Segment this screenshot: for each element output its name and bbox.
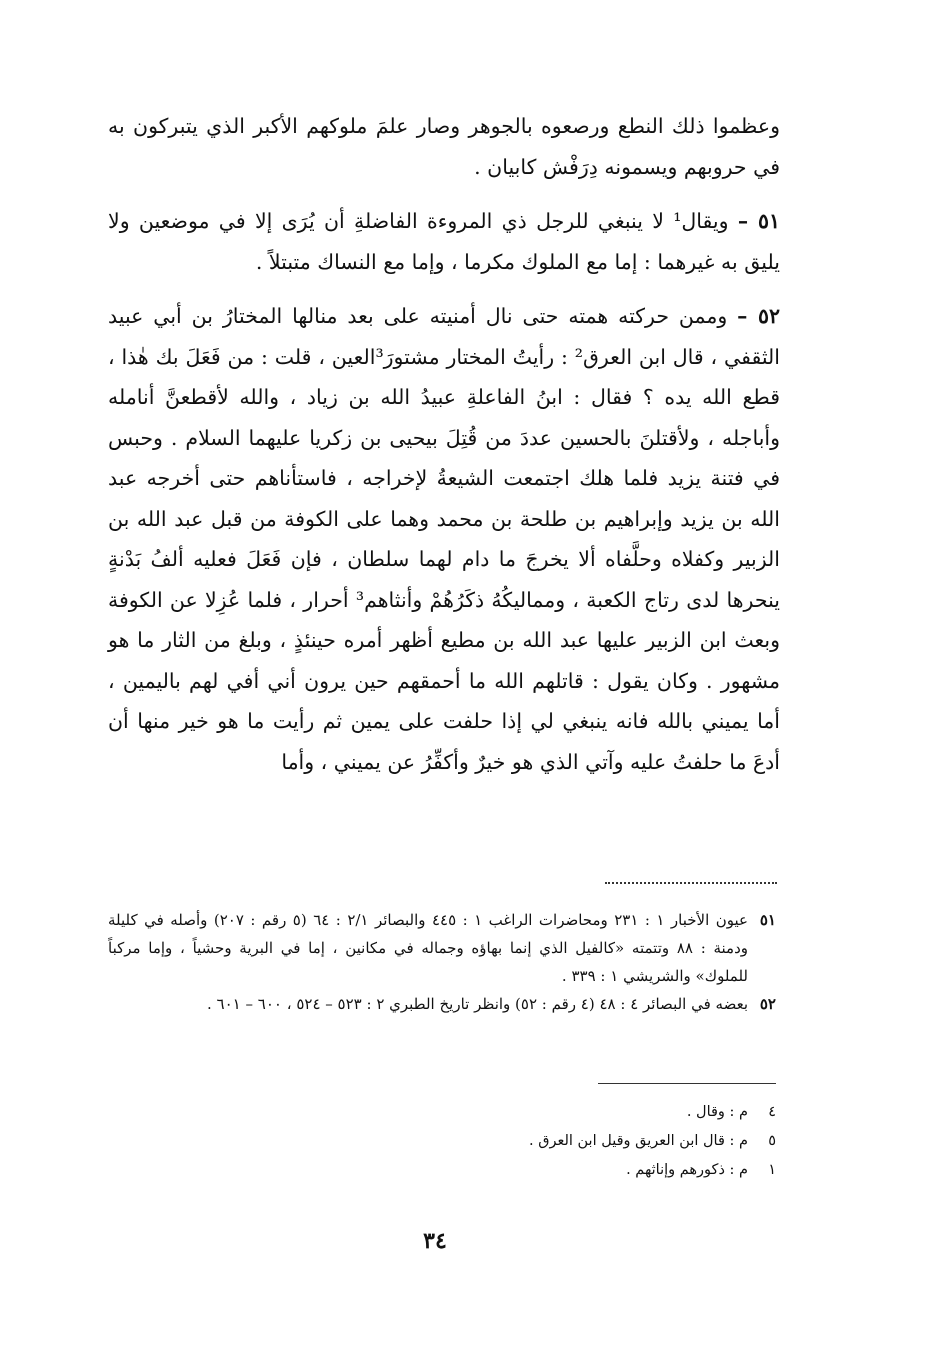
variant-number: ٤: [768, 1104, 776, 1120]
variant-text: م : ذكورهم وإناثهم .: [626, 1162, 748, 1178]
variant-note: [400, 1098, 776, 1127]
footnote-text: بعضه في البصائر ٤ : ٤٨ (٤ رقم : ٥٢) وانظر تاريخ الطبري ٢ : ٥٢٣ – ٥٢٤ ، ٦٠٠ – ٦٠١ .: [207, 995, 748, 1013]
paragraph-text: وممن حركته همته حتى نال أمنيته على بعد منالها المختارُ بن أبي عبيد الثقفي ، قال ابن العرق² : رأيتُ المختار مشتورَ³العين ، قلت : من فَعَلَ بك هٰذا ، قطع الله يده ؟ فقال : ابنُ الفاعلةِ عبيدُ الله بن زياد ، والله لأقطعنَّ أنامله وأباجله ، ولأقتلنَ بالحسين عددَ من قُتِلَ بيحيى بن زكريا عليهما السلام . وحبس في فتنة يزيد فلما هلك اجتمعت الشيعةُ لإخراجه ، فاستأناهم حتى أخرجه عبد الله بن يزيد وإبراهيم بن طلحة بن محمد وهما على الكوفة من قبل عبد الله بن الزبير وكفلاه وحلَّفاه ألا يخرجَ ما دام لهما سلطان ، فإن فَعَلَ فعليه ألفُ بَدْنةٍ ينحرها لدى رتاج الكعبة ، ومماليكُهُ ذكَرُهُمْ وأنثاهم³ أحرار ، فلما عُزِلا عن الكوفة وبعث ابن الزبير عليها عبد الله بن مطيع أظهر أمره حينئذٍ ، وبلغ من الثار ما هو مشهور . وكان يقول : قاتلهم الله ما أحمقهم حين يرون أني أفي لهم باليمين ، أما يميني بالله فانه ينبغي لي إذا حلفت على يمين ثم رأيت ما هو خير منها أن أدعَ ما حلفتُ عليه وآتي الذي هو خيرٌ وأكفِّرُ عن يميني ، وأما: [108, 304, 780, 774]
manuscript-variants: [400, 1098, 776, 1185]
variant-number: ١: [768, 1162, 776, 1178]
main-text: [108, 106, 780, 782]
variant-text: م : قال ابن العريق وقيل ابن العرق .: [529, 1133, 748, 1149]
footnote-number: ٥٢: [759, 995, 776, 1013]
paragraph-number: ٥٢ –: [737, 304, 780, 328]
footnote-text: عيون الأخبار ١ : ٢٣١ ومحاضرات الراغب ١ : ٤٤٥ والبصائر ٢/١ : ٦٤ (٥ رقم : ٢٠٧) وأصله في كليلة ودمنة : ٨٨ وتتمته «كالفيل الذي إنما بهاؤه وجماله في مكانين ، إما في البرية وحشياً ، وإما مركباً للملوك» والشريشي ١ : ٣٣٩ .: [108, 911, 748, 985]
variant-note: [400, 1127, 776, 1156]
paragraph-text: ويقال¹ لا ينبغي للرجل ذي المروءة الفاضلةِ أن يُرَى إلا في موضعين ولا يليق به غيرهما : إما مع الملوك مكرما ، وإما مع النساك متبتلاً .: [108, 209, 780, 274]
variant-note: [400, 1156, 776, 1185]
page-number: ٣٤: [423, 1228, 447, 1254]
variant-number: ٥: [768, 1133, 776, 1149]
footnote-52: [108, 990, 776, 1018]
paragraph-continuation: [108, 106, 780, 187]
paragraph-51: [108, 201, 780, 282]
variant-text: م : وقال .: [686, 1104, 748, 1120]
source-footnotes: [108, 906, 776, 1018]
paragraph-52: [108, 296, 780, 782]
variants-divider: [598, 1083, 776, 1084]
footnote-number: ٥١: [759, 911, 776, 929]
paragraph-text: وعظموا ذلك النطع ورصعوه بالجوهر وصار علمَ ملوكهم الأكبر الذي يتبركون به في حروبهم ويسمونه دِرَفْش كابيان .: [108, 114, 780, 179]
footnote-divider: [605, 882, 777, 884]
footnote-51: [108, 906, 776, 990]
paragraph-number: ٥١ –: [737, 209, 780, 233]
